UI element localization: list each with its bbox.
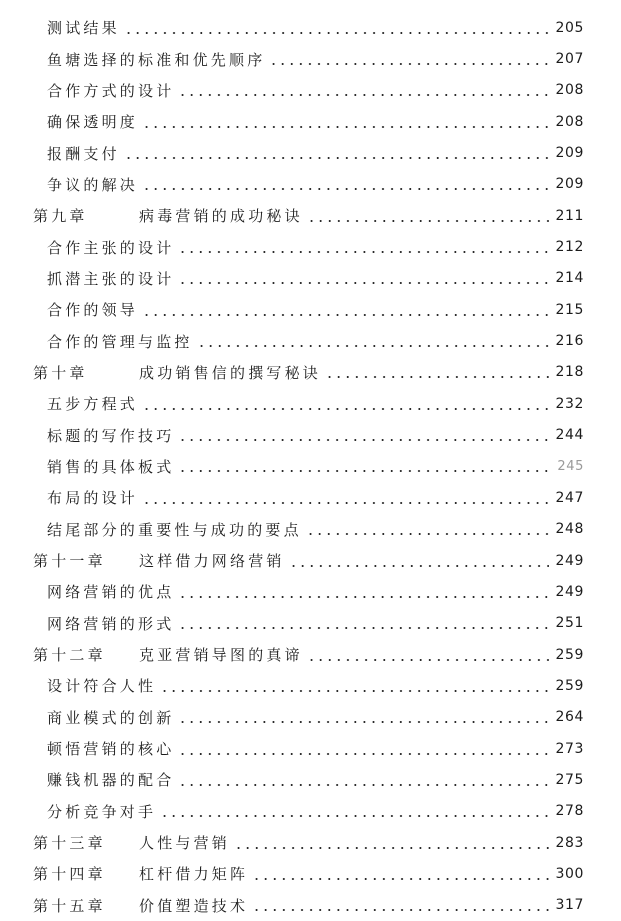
dot-leader	[160, 815, 549, 817]
toc-section-row[interactable]	[0, 419, 621, 450]
section-title: 报酬支付	[47, 144, 120, 163]
section-title: 分析竞争对手	[47, 802, 157, 821]
dot-leader	[307, 659, 550, 661]
chapter-title: 这样借力网络营销	[139, 552, 285, 571]
dot-leader	[124, 157, 550, 159]
dot-leader	[178, 627, 549, 629]
dot-leader	[325, 376, 549, 378]
page-number: 273	[555, 740, 584, 757]
toc-chapter-row[interactable]	[0, 639, 621, 670]
dot-leader	[178, 784, 549, 786]
dot-leader	[178, 94, 549, 96]
page-number: 216	[555, 333, 584, 350]
chapter-number: 第十二章	[33, 646, 106, 665]
toc-section-row[interactable]	[0, 137, 621, 168]
section-title: 顿悟营销的核心	[47, 740, 175, 759]
page-number: 208	[555, 82, 584, 99]
dot-leader	[307, 220, 550, 222]
page-number: 264	[555, 709, 584, 726]
toc-section-row[interactable]	[0, 764, 621, 795]
section-title: 合作主张的设计	[47, 238, 175, 257]
section-title: 五步方程式	[47, 395, 139, 414]
toc-section-row[interactable]	[0, 451, 621, 482]
dot-leader	[178, 470, 551, 472]
section-title: 网络营销的优点	[47, 583, 175, 602]
page-number: 207	[555, 51, 584, 68]
chapter-number: 第十章	[33, 363, 88, 382]
chapter-number: 第九章	[33, 207, 88, 226]
page-number: 317	[555, 897, 584, 914]
dot-leader	[142, 408, 549, 410]
section-title: 结尾部分的重要性与成功的要点	[47, 520, 302, 539]
page-number: 209	[555, 176, 584, 193]
page-number: 259	[555, 677, 584, 694]
page-number: 249	[555, 583, 584, 600]
section-title: 布局的设计	[47, 489, 139, 508]
toc-section-row[interactable]	[0, 482, 621, 513]
section-title: 争议的解决	[47, 175, 139, 194]
toc-section-row[interactable]	[0, 388, 621, 419]
section-title: 网络营销的形式	[47, 614, 175, 633]
page-number: 208	[555, 113, 584, 130]
section-title: 测试结果	[47, 19, 120, 38]
section-title: 标题的写作技巧	[47, 426, 175, 445]
toc-section-row[interactable]	[0, 608, 621, 639]
toc-section-row[interactable]	[0, 702, 621, 733]
page-number: 300	[555, 865, 584, 882]
toc-chapter-row[interactable]	[0, 545, 621, 576]
toc-section-row[interactable]	[0, 576, 621, 607]
chapter-title: 杠杆借力矩阵	[139, 865, 249, 884]
chapter-title: 成功销售信的撰写秘诀	[139, 363, 322, 382]
page-number: 259	[555, 646, 584, 663]
page-number: 214	[555, 270, 584, 287]
toc-section-row[interactable]	[0, 294, 621, 325]
page-number: 249	[555, 552, 584, 569]
page-number: 232	[555, 395, 584, 412]
dot-leader	[142, 502, 549, 504]
toc-section-row[interactable]	[0, 514, 621, 545]
dot-leader	[252, 878, 549, 880]
chapter-title: 价值塑造技术	[139, 896, 249, 915]
toc-section-row[interactable]	[0, 670, 621, 701]
chapter-title: 人性与营销	[139, 834, 231, 853]
page-number: 247	[555, 489, 584, 506]
section-title: 确保透明度	[47, 113, 139, 132]
dot-leader	[124, 32, 550, 34]
page-number: 218	[555, 364, 584, 381]
toc-section-row[interactable]	[0, 43, 621, 74]
dot-leader	[142, 188, 549, 190]
toc-section-row[interactable]	[0, 231, 621, 262]
page-number: 283	[555, 834, 584, 851]
chapter-title: 病毒营销的成功秘诀	[139, 207, 303, 226]
dot-leader	[252, 909, 549, 911]
toc-section-row[interactable]	[0, 106, 621, 137]
section-title: 销售的具体板式	[47, 457, 175, 476]
chapter-number: 第十五章	[33, 896, 106, 915]
dot-leader	[142, 314, 549, 316]
chapter-title: 克亚营销导图的真谛	[139, 646, 303, 665]
dot-leader	[178, 439, 549, 441]
toc-section-row[interactable]	[0, 263, 621, 294]
page-number: 205	[555, 19, 584, 36]
chapter-number: 第十三章	[33, 834, 106, 853]
page-number: 245	[557, 458, 584, 474]
page-number: 211	[555, 207, 584, 224]
chapter-number: 第十一章	[33, 552, 106, 571]
toc-chapter-row[interactable]	[0, 357, 621, 388]
toc-section-row[interactable]	[0, 169, 621, 200]
dot-leader	[178, 282, 549, 284]
toc-chapter-row[interactable]	[0, 827, 621, 858]
dot-leader	[197, 345, 550, 347]
toc-section-row[interactable]	[0, 733, 621, 764]
page-number: 209	[555, 145, 584, 162]
section-title: 合作方式的设计	[47, 81, 175, 100]
page-number: 275	[555, 771, 584, 788]
page-number: 212	[555, 239, 584, 256]
dot-leader	[160, 690, 549, 692]
dot-leader	[178, 596, 549, 598]
dot-leader	[234, 847, 549, 849]
page-number: 278	[555, 803, 584, 820]
dot-leader	[178, 251, 549, 253]
section-title: 抓潜主张的设计	[47, 269, 175, 288]
section-title: 设计符合人性	[47, 677, 157, 696]
section-title: 赚钱机器的配合	[47, 771, 175, 790]
section-title: 鱼塘选择的标准和优先顺序	[47, 50, 266, 69]
section-title: 商业模式的创新	[47, 708, 175, 727]
section-title: 合作的管理与监控	[47, 332, 193, 351]
page-number: 248	[555, 521, 584, 538]
dot-leader	[178, 753, 549, 755]
section-title: 合作的领导	[47, 301, 139, 320]
page-number: 215	[555, 301, 584, 318]
toc-section-row[interactable]	[0, 75, 621, 106]
dot-leader	[306, 533, 550, 535]
page-number: 251	[555, 615, 584, 632]
dot-leader	[142, 126, 549, 128]
toc-section-row[interactable]	[0, 12, 621, 43]
toc-section-row[interactable]	[0, 796, 621, 827]
dot-leader	[289, 565, 550, 567]
toc-section-row[interactable]	[0, 325, 621, 356]
page-number: 244	[555, 427, 584, 444]
chapter-number: 第十四章	[33, 865, 106, 884]
dot-leader	[269, 63, 549, 65]
toc-chapter-row[interactable]	[0, 890, 621, 921]
toc-chapter-row[interactable]	[0, 858, 621, 889]
dot-leader	[178, 721, 549, 723]
toc-chapter-row[interactable]	[0, 200, 621, 231]
